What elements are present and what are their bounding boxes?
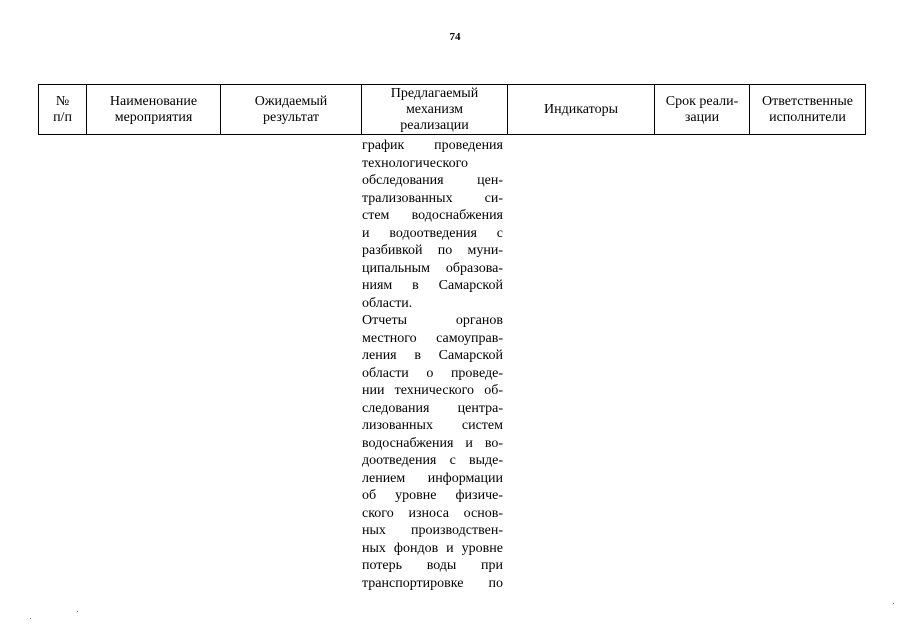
mechanism-text-line: транспортировке по bbox=[362, 575, 503, 591]
mechanism-text-line: области. bbox=[362, 295, 413, 311]
header-responsible bbox=[749, 84, 866, 135]
mechanism-text-line: стем водоснабжения bbox=[362, 208, 503, 223]
mechanism-text-line: об уровне физиче- bbox=[362, 488, 503, 503]
header-deadline-line-2: зации bbox=[684, 109, 720, 125]
mechanism-text-line: график проведения bbox=[362, 138, 503, 153]
header-event-name bbox=[86, 84, 220, 135]
header-mechanism-line-2: механизм bbox=[405, 101, 464, 117]
header-deadline-line-1: Срок реали- bbox=[665, 93, 739, 109]
header-event-name-line-1: Наименование bbox=[109, 93, 198, 109]
header-number bbox=[38, 84, 86, 135]
header-mechanism-line-3: реализации bbox=[400, 117, 469, 133]
mechanism-text-line: ниям в Самарской bbox=[362, 278, 503, 293]
header-expected-result-line-2: результат bbox=[262, 109, 320, 125]
mechanism-text-line: технологического bbox=[362, 155, 468, 171]
header-number-line-2: п/п bbox=[53, 109, 72, 125]
scan-speck bbox=[893, 603, 894, 604]
mechanism-cell-text bbox=[362, 137, 503, 592]
header-number-line-1: № bbox=[55, 93, 70, 109]
mechanism-text-line: нии технического об- bbox=[362, 383, 503, 398]
mechanism-text-line: ных фондов и уровне bbox=[362, 540, 503, 556]
header-responsible-line-2: исполнители bbox=[769, 109, 846, 125]
mechanism-text-line: ского износа основ- bbox=[362, 505, 503, 521]
page-number: 74 bbox=[449, 31, 461, 43]
header-indicators bbox=[507, 84, 654, 135]
header-deadline bbox=[654, 84, 749, 135]
mechanism-text-line: Отчеты органов bbox=[362, 313, 503, 328]
header-expected-result-line-1: Ожидаемый bbox=[254, 93, 328, 109]
mechanism-text-line: ных производствен- bbox=[362, 523, 503, 538]
mechanism-text-line: и водоотведения с bbox=[362, 225, 503, 241]
mechanism-text-line: ципальным образова- bbox=[362, 260, 503, 276]
mechanism-text-line: водоснабжения и во- bbox=[362, 435, 503, 451]
mechanism-text-line: лизованных систем bbox=[362, 418, 503, 433]
header-expected-result bbox=[220, 84, 361, 135]
mechanism-text-line: разбивкой по муни- bbox=[362, 243, 503, 258]
mechanism-text-line: потерь воды при bbox=[362, 558, 503, 573]
scan-speck bbox=[77, 611, 78, 612]
scan-speck bbox=[30, 618, 31, 619]
mechanism-text-line: лением информации bbox=[362, 470, 503, 486]
mechanism-text-line: обследования цен- bbox=[362, 173, 503, 188]
mechanism-text-line: местного самоуправ- bbox=[362, 330, 503, 346]
mechanism-text-line: доотведения с выде- bbox=[362, 453, 503, 468]
mechanism-text-line: области о проведе- bbox=[362, 365, 503, 381]
mechanism-text-line: следования центра- bbox=[362, 400, 503, 416]
mechanism-text-line: трализованных си- bbox=[362, 190, 503, 206]
header-indicators-line-1: Индикаторы bbox=[544, 101, 618, 117]
mechanism-text-line: ления в Самарской bbox=[362, 348, 503, 363]
header-mechanism bbox=[361, 84, 507, 135]
header-mechanism-line-1: Предлагаемый bbox=[390, 85, 479, 101]
header-event-name-line-2: мероприятия bbox=[114, 109, 193, 125]
header-responsible-line-1: Ответственные bbox=[762, 93, 853, 109]
